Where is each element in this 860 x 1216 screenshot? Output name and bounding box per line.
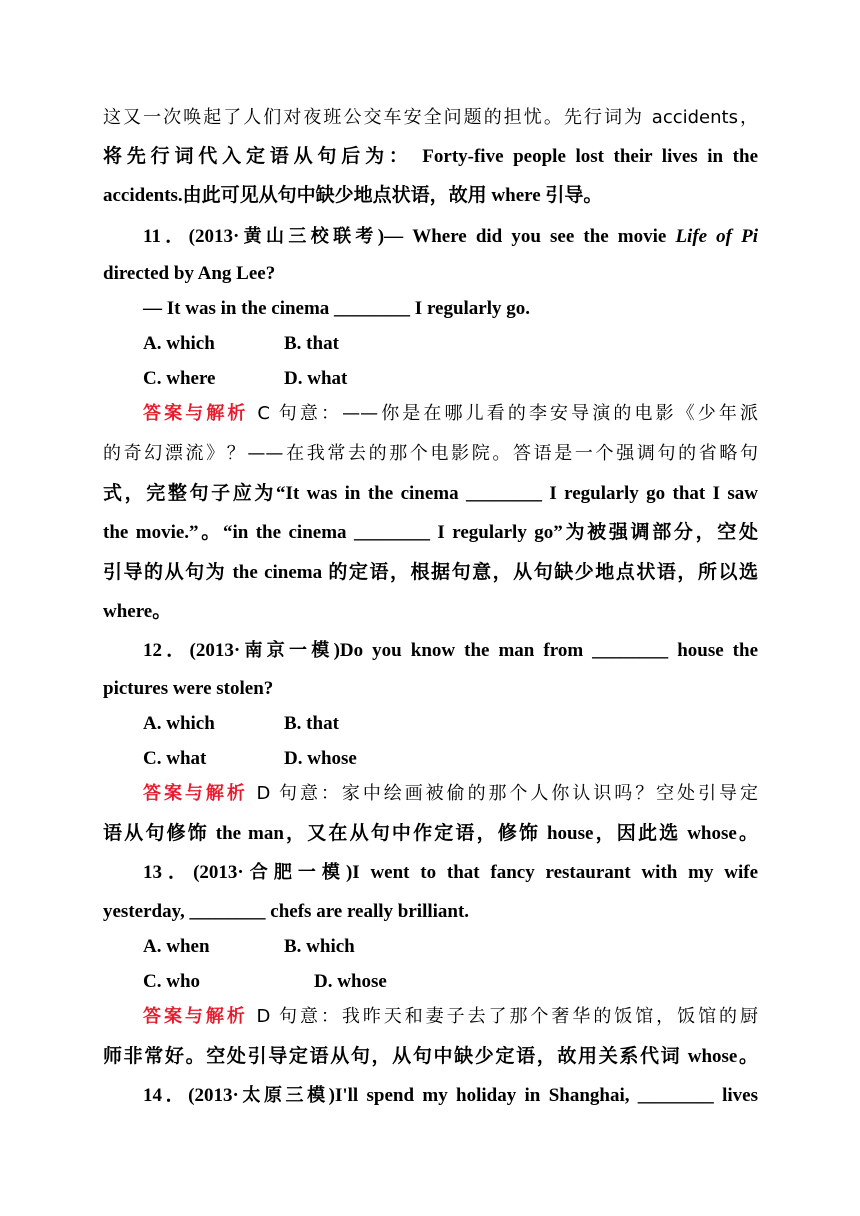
- answer-11-line-3: 式，完整句子应为“It was in the cinema ________ I regularly go that I saw: [103, 483, 758, 504]
- question-12-stem-cont: pictures were stolen?: [103, 678, 274, 699]
- question-text: )Do you know the man from ________ house the: [333, 640, 759, 661]
- option-b: B. that: [284, 333, 339, 354]
- movie-title: Life of Pi: [675, 226, 758, 247]
- answer-text: C 句意：——你是在哪儿看的李安导演的电影《少年派: [248, 403, 759, 424]
- answer-11-line-1: [143, 402, 758, 426]
- answer-12-line-1: [143, 782, 758, 806]
- question-11-stem: [143, 225, 758, 249]
- option-a: A. which: [143, 713, 215, 734]
- option-b: B. which: [284, 936, 355, 957]
- answer-11-line-6: where。: [103, 601, 172, 622]
- question-12-stem: [143, 639, 758, 663]
- answer-text: D 句意：家中绘画被偷的那个人你认识吗？空处引导定: [247, 783, 758, 804]
- option-c: C. where: [143, 368, 216, 389]
- intro-line-3: accidents.由此可见从句中缺少地点状语，故用 where 引导。: [103, 185, 603, 206]
- answer-text: D 句意：我昨天和妻子去了那个奢华的饭馆，饭馆的厨: [247, 1006, 758, 1027]
- question-number: 11．(2013·: [143, 226, 240, 247]
- option-d: D. whose: [284, 748, 357, 769]
- question-text: )I'll spend my holiday in Shanghai, ________ lives: [328, 1085, 759, 1106]
- answer-11-line-5: 引导的从句为 the cinema 的定语，根据句意，从句缺少地点状语，所以选: [103, 562, 758, 583]
- question-number: 14．(2013·: [143, 1085, 239, 1106]
- question-13-stem: [143, 861, 758, 885]
- question-13-stem-cont: yesterday, ________ chefs are really brilliant.: [103, 901, 470, 922]
- intro-line-2: 将先行词代入定语从句后为： Forty-five people lost their lives in the: [103, 146, 758, 167]
- option-c: C. who: [143, 971, 201, 992]
- answer-13-line-1: [143, 1005, 758, 1029]
- answer-label: 答案与解析: [143, 403, 249, 424]
- question-source: 太原三模: [238, 1085, 329, 1106]
- question-source: 合肥一模: [243, 862, 346, 883]
- intro-line-1: 这又一次唤起了人们对夜班公交车安全问题的担忧。先行词为 accidents，: [103, 107, 758, 128]
- answer-label: 答案与解析: [143, 783, 248, 804]
- question-text: )I went to that fancy restaurant with my wife: [345, 862, 759, 883]
- answer-12-line-2: 语从句修饰 the man，又在从句中作定语，修饰 house，因此选 whose。: [103, 823, 758, 844]
- question-source: 南京一模: [240, 640, 334, 661]
- answer-11-line-2: 的奇幻漂流》？——在我常去的那个电影院。答语是一个强调句的省略句: [103, 443, 758, 464]
- question-11-stem-cont: directed by Ang Lee?: [103, 263, 276, 284]
- answer-label: 答案与解析: [143, 1006, 248, 1027]
- question-source: 黄山三校联考: [239, 226, 378, 247]
- answer-11-line-4: the movie.”。“in the cinema ________ I regularly go”为被强调部分，空处: [103, 522, 758, 543]
- option-a: A. which: [143, 333, 215, 354]
- question-14-stem: [143, 1084, 758, 1108]
- question-number: 13．(2013·: [143, 862, 244, 883]
- question-11-response: — It was in the cinema ________ I regularly go.: [143, 298, 531, 319]
- option-c: C. what: [143, 748, 207, 769]
- question-text: )— Where did you see the movie: [377, 226, 676, 247]
- option-a: A. when: [143, 936, 210, 957]
- option-d: D. what: [284, 368, 348, 389]
- question-number: 12．(2013·: [143, 640, 241, 661]
- option-d: D. whose: [314, 971, 387, 992]
- option-b: B. that: [284, 713, 339, 734]
- answer-13-line-2: 师非常好。空处引导定语从句，从句中缺少定语，故用关系代词 whose。: [103, 1046, 758, 1067]
